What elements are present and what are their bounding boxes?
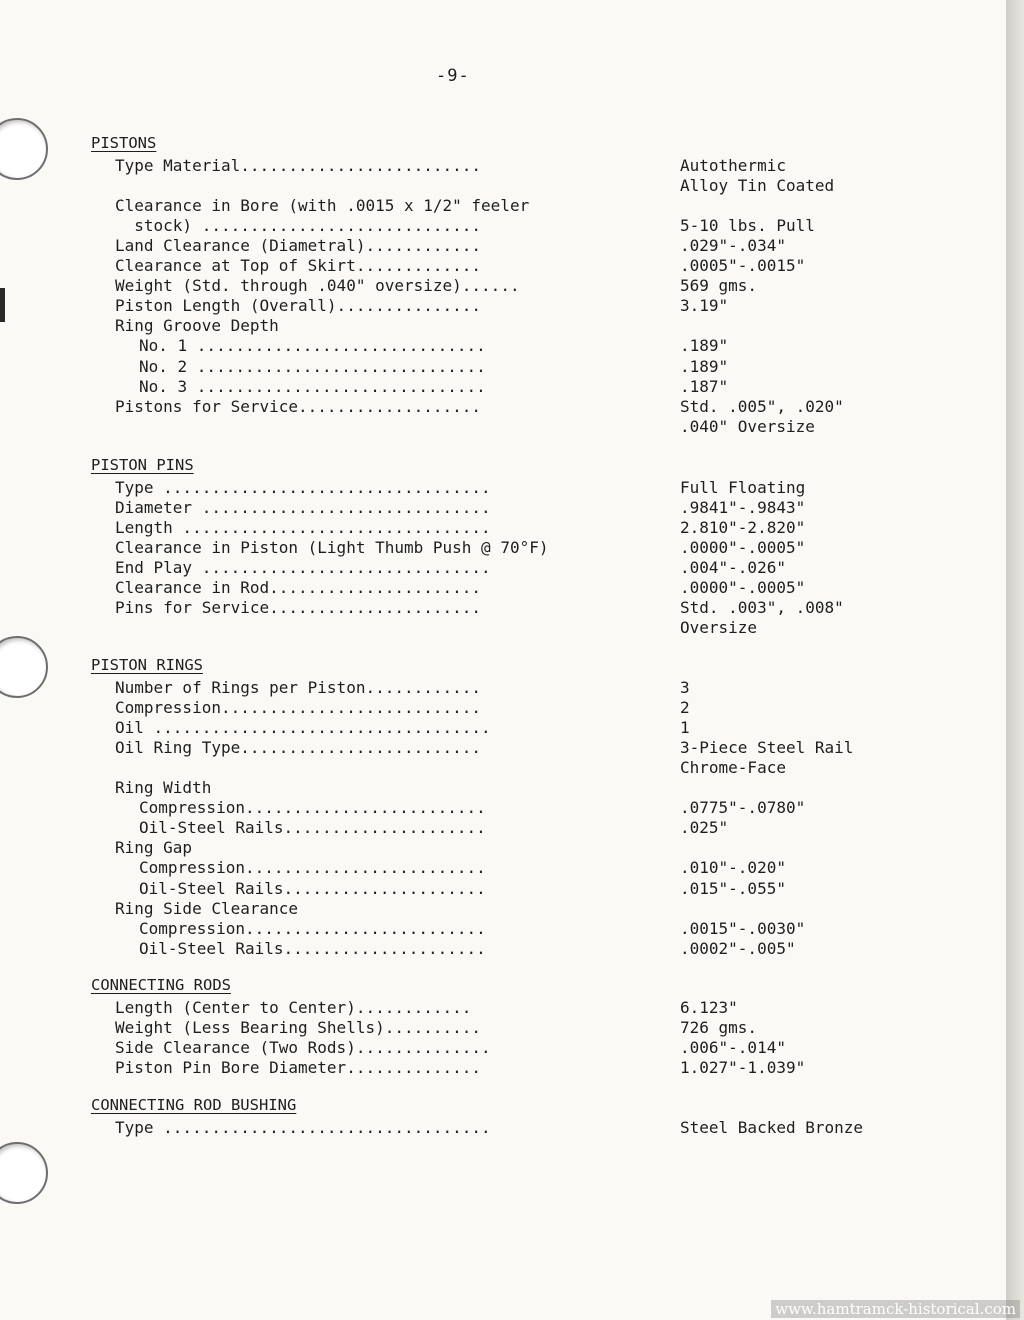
spec-label: End Play .............................. (115, 558, 491, 578)
spec-row (0, 417, 1000, 437)
spec-row (0, 698, 1000, 718)
spec-value: 2.810"-2.820" (680, 518, 806, 538)
spec-value: 2 (680, 698, 690, 718)
spec-row (0, 538, 1000, 558)
spec-label: Ring Groove Depth (115, 316, 279, 336)
spec-row (0, 1058, 1000, 1078)
spec-row (0, 1118, 1000, 1138)
site-watermark: www.hamtramck-historical.com (771, 1300, 1020, 1318)
spec-label: Side Clearance (Two Rods).............. (115, 1038, 491, 1058)
spec-value: Oversize (680, 618, 758, 638)
spec-value: .189" (680, 356, 729, 376)
spec-row (0, 256, 1000, 276)
spec-row (0, 598, 1000, 618)
spec-row (0, 316, 1000, 336)
section-title: PISTON PINS (91, 456, 194, 474)
spec-value: .029"-.034" (680, 236, 786, 256)
spec-value: 1.027"-1.039" (680, 1058, 806, 1078)
spec-label: Clearance in Bore (with .0015 x 1/2" feeler (115, 196, 530, 216)
spec-row (0, 498, 1000, 518)
spec-label: Compression......................... (139, 918, 486, 938)
spec-value: 3 (680, 678, 690, 697)
spec-value: .025" (680, 818, 729, 838)
spec-label: Clearance in Rod...................... (115, 578, 482, 598)
page-number: -9- (436, 66, 470, 86)
spec-row (0, 357, 1000, 377)
spec-row (0, 718, 1000, 738)
spec-value: .004"-.026" (680, 558, 786, 578)
spec-row (0, 196, 1000, 216)
spec-row (0, 998, 1000, 1018)
spec-row (0, 276, 1000, 296)
spec-label: No. 2 .............................. (139, 356, 486, 376)
spec-label: Compression........................... (115, 698, 482, 718)
spec-label: Diameter .............................. (115, 498, 491, 518)
spec-label: Clearance at Top of Skirt............. (115, 256, 482, 276)
spec-label: Pistons for Service................... (115, 396, 482, 416)
spec-value: Steel Backed Bronze (680, 1118, 864, 1137)
spec-label: Piston Length (Overall)............... (115, 296, 482, 316)
spec-row (0, 518, 1000, 538)
spec-value: .0015"-.0030" (680, 918, 806, 938)
spec-row (0, 818, 1000, 838)
spec-label: Type .................................. (115, 1118, 491, 1137)
spec-row (0, 899, 1000, 919)
spec-row (0, 879, 1000, 899)
spec-value: .0000"-.0005" (680, 578, 806, 598)
spec-label: Oil-Steel Rails..................... (139, 878, 486, 898)
spec-label: Ring Side Clearance (115, 898, 299, 918)
spec-value: .006"-.014" (680, 1038, 786, 1058)
spec-value: .0005"-.0015" (680, 256, 806, 276)
spec-label: No. 3 .............................. (139, 376, 486, 396)
spec-label: Oil-Steel Rails..................... (139, 938, 486, 958)
spec-label: Weight (Less Bearing Shells).......... (115, 1018, 482, 1038)
spec-row (0, 798, 1000, 818)
spec-value: 726 gms. (680, 1018, 758, 1038)
spec-value: Alloy Tin Coated (680, 176, 835, 196)
spec-value: .040" Oversize (680, 416, 815, 436)
spec-value: .187" (680, 376, 729, 396)
spec-label: Number of Rings per Piston............ (115, 678, 482, 697)
spec-label: Weight (Std. through .040" oversize)...... (115, 276, 520, 296)
spec-row (0, 578, 1000, 598)
spec-label: stock) ............................. (115, 216, 482, 236)
section-title: CONNECTING RODS (91, 976, 231, 994)
spec-label: Length (Center to Center)............ (115, 998, 472, 1017)
spec-row (0, 738, 1000, 758)
spec-row (0, 176, 1000, 196)
spec-label: Oil Ring Type......................... (115, 738, 482, 758)
spec-row (0, 478, 1000, 498)
spec-label: Oil ................................... (115, 718, 491, 738)
spec-row (0, 838, 1000, 858)
spec-value: 6.123" (680, 998, 738, 1017)
spec-row (0, 558, 1000, 578)
spec-value: Autothermic (680, 156, 786, 175)
spec-row (0, 758, 1000, 778)
spec-row (0, 1018, 1000, 1038)
spec-value: .015"-.055" (680, 878, 786, 898)
section-title: PISTONS (91, 134, 157, 152)
spec-label: Type .................................. (115, 478, 491, 497)
spec-value: 5-10 lbs. Pull (680, 216, 815, 236)
section-title: CONNECTING ROD BUSHING (91, 1096, 297, 1114)
spec-row (0, 397, 1000, 417)
spec-value: .189" (680, 336, 729, 356)
spec-value: .0775"-.0780" (680, 798, 806, 818)
spec-row (0, 939, 1000, 959)
spec-label: Length ................................ (115, 518, 491, 538)
spec-value: .0000"-.0005" (680, 538, 806, 558)
spec-row (0, 377, 1000, 397)
spec-row (0, 156, 1000, 176)
spec-value: Chrome-Face (680, 758, 786, 778)
spec-label: Clearance in Piston (Light Thumb Push @ 70°F) (115, 538, 549, 558)
spec-row (0, 778, 1000, 798)
spec-label: Land Clearance (Diametral)............ (115, 236, 482, 256)
page-edge (1006, 0, 1024, 1320)
binder-hole-icon (0, 1142, 48, 1204)
spec-label: Oil-Steel Rails..................... (139, 818, 486, 838)
spec-row (0, 919, 1000, 939)
spec-value: .0002"-.005" (680, 938, 796, 958)
spec-value: .010"-.020" (680, 858, 786, 878)
spec-row (0, 678, 1000, 698)
spec-value: 1 (680, 718, 690, 738)
spec-value: 569 gms. (680, 276, 758, 296)
spec-value: Std. .005", .020" (680, 396, 844, 416)
spec-label: No. 1 .............................. (139, 336, 486, 356)
spec-label: Ring Gap (115, 838, 193, 858)
spec-value: Full Floating (680, 478, 806, 497)
spec-label: Ring Width (115, 778, 212, 798)
spec-label: Pins for Service...................... (115, 598, 482, 618)
spec-row (0, 618, 1000, 638)
spec-row (0, 296, 1000, 316)
spec-value: 3-Piece Steel Rail (680, 738, 854, 758)
spec-label: Compression......................... (139, 858, 486, 878)
spec-value: .9841"-.9843" (680, 498, 806, 518)
spec-value: 3.19" (680, 296, 729, 316)
spec-label: Type Material......................... (115, 156, 482, 175)
spec-label: Piston Pin Bore Diameter.............. (115, 1058, 482, 1078)
spec-row (0, 858, 1000, 878)
spec-row (0, 336, 1000, 356)
spec-row (0, 1038, 1000, 1058)
spec-row (0, 216, 1000, 236)
spec-value: Std. .003", .008" (680, 598, 844, 618)
spec-row (0, 236, 1000, 256)
spec-label: Compression......................... (139, 798, 486, 818)
section-title: PISTON RINGS (91, 656, 203, 674)
